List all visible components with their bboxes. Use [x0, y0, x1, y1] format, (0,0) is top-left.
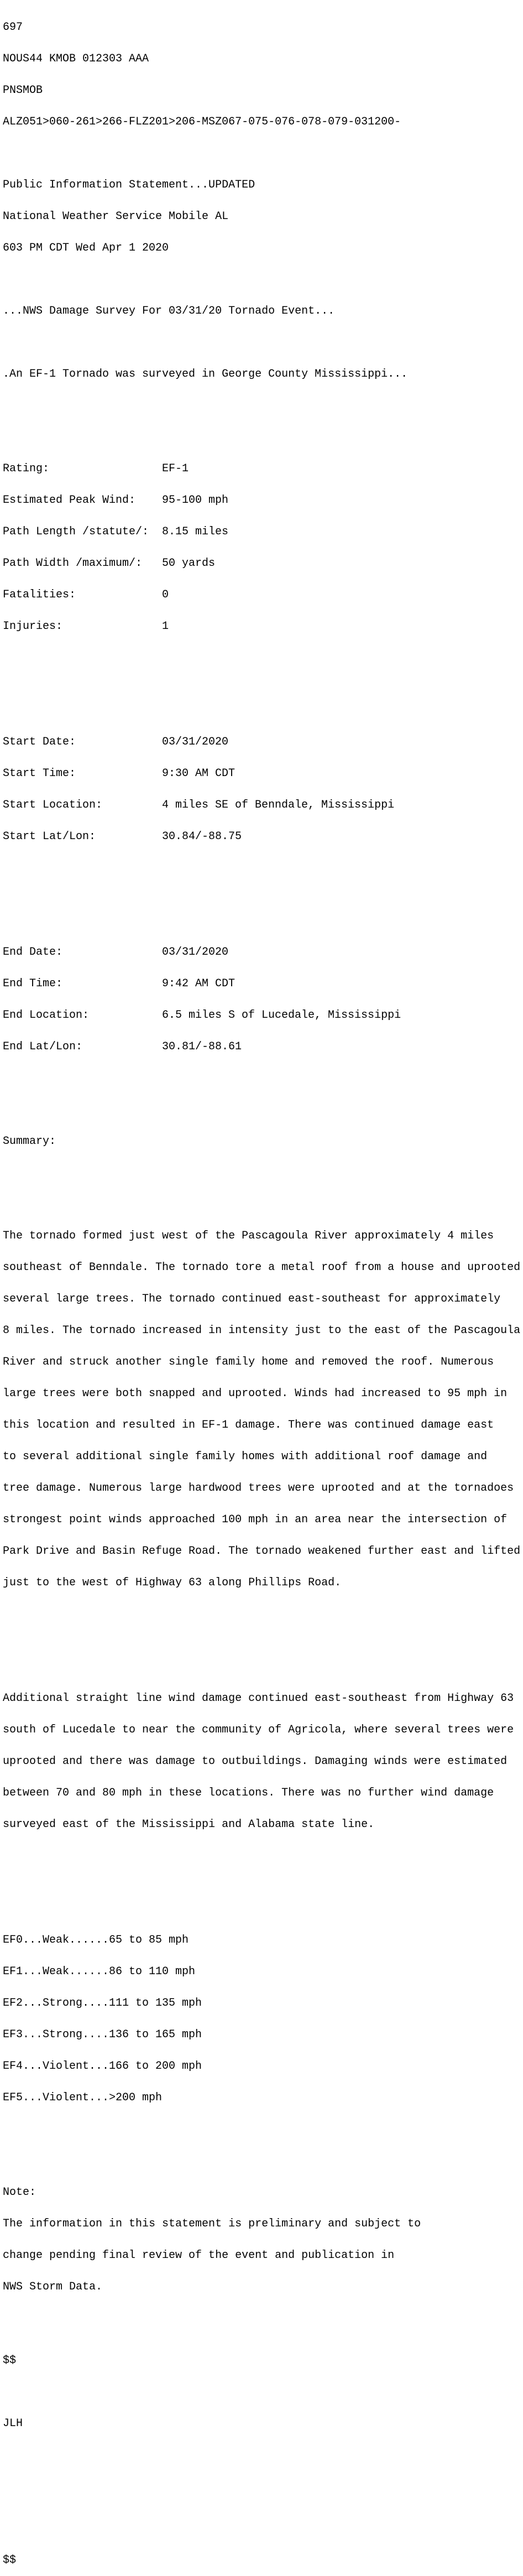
issuing-office: National Weather Service Mobile AL: [3, 210, 229, 223]
start-label: Start Time:: [3, 767, 76, 780]
stat-row: [3, 527, 520, 537]
summary-line: uprooted and there was damage to outbuildings. Damaging winds were estimated: [3, 1755, 508, 1768]
stat-label: Rating:: [3, 462, 50, 475]
summary-label: Summary:: [3, 1135, 56, 1148]
awips-id: PNSMOB: [3, 84, 43, 97]
start-row: [3, 831, 520, 842]
subheadline: .An EF-1 Tornado was surveyed in George County Mississippi...: [3, 368, 408, 381]
summary-line: surveyed east of the Mississippi and Alabama state line.: [3, 1818, 375, 1831]
start-row: [3, 800, 520, 810]
start-label: Start Location:: [3, 799, 103, 811]
stat-label: Injuries:: [3, 620, 63, 633]
stats-block: [3, 443, 520, 653]
stat-value: 0: [162, 589, 169, 601]
summary-line: between 70 and 80 mph in these locations. There was no further wind damage: [3, 1787, 494, 1799]
section-delimiter: $$: [3, 2354, 17, 2367]
ef-scale-table: [3, 1914, 520, 2124]
ef-scale-row: EF1...Weak......86 to 110 mph: [3, 1965, 196, 1978]
start-value: 03/31/2020: [162, 736, 229, 748]
start-row: [3, 768, 520, 779]
summary-line: southeast of Benndale. The tornado tore a metal roof from a house and uprooted: [3, 1261, 521, 1274]
summary-line: 8 miles. The tornado increased in intensity just to the east of the Pascagoula: [3, 1324, 521, 1337]
stat-value: 95-100 mph: [162, 494, 229, 507]
end-label: End Location:: [3, 1009, 90, 1022]
end-row: [3, 1042, 520, 1052]
nws-statement-document: [3, 1, 520, 2576]
stat-row: [3, 495, 520, 506]
end-value: 6.5 miles S of Lucedale, Mississippi: [162, 1009, 401, 1022]
summary-line: several large trees. The tornado continued east-southeast for approximately: [3, 1293, 501, 1305]
end-label: End Date:: [3, 946, 63, 959]
stat-label: Path Length /statute/:: [3, 525, 149, 538]
summary-line: River and struck another single family home and removed the roof. Numerous: [3, 1356, 494, 1368]
summary-line: south of Lucedale to near the community of Agricola, where several trees were: [3, 1724, 514, 1736]
sequence-number: 697: [3, 21, 23, 34]
summary-line: this location and resulted in EF-1 damage. There was continued damage east: [3, 1419, 494, 1432]
author-initials: JLH: [3, 2417, 23, 2430]
wmo-header: NOUS44 KMOB 012303 AAA: [3, 53, 149, 65]
end-row: [3, 1010, 520, 1021]
issue-time: 603 PM CDT Wed Apr 1 2020: [3, 242, 169, 254]
ef-scale-row: EF5...Violent...>200 mph: [3, 2091, 163, 2104]
end-value: 9:42 AM CDT: [162, 977, 236, 990]
stat-value: EF-1: [162, 462, 189, 475]
statement-title: Public Information Statement...UPDATED: [3, 179, 255, 191]
end-value: 30.81/-88.61: [162, 1040, 242, 1053]
summary-line: large trees were both snapped and uprooted. Winds had increased to 95 mph in: [3, 1387, 508, 1400]
stat-row: [3, 558, 520, 569]
zone-codes: ALZ051>060-261>266-FLZ201>206-MSZ067-075-076-078-079-031200-: [3, 116, 401, 128]
end-block: [3, 926, 520, 1073]
start-block: [3, 716, 520, 863]
ef-scale-row: EF2...Strong....111 to 135 mph: [3, 1997, 202, 2010]
headline: ...NWS Damage Survey For 03/31/20 Tornado Event...: [3, 305, 335, 318]
summary-line: strongest point winds approached 100 mph in an area near the intersection of: [3, 1513, 508, 1526]
end-label: End Time:: [3, 977, 63, 990]
note-line: change pending final review of the event and publication in: [3, 2249, 395, 2262]
stat-row: [3, 621, 520, 632]
note-label: Note:: [3, 2186, 36, 2199]
end-row: [3, 979, 520, 989]
start-value: 4 miles SE of Benndale, Mississippi: [162, 799, 395, 811]
stat-label: Fatalities:: [3, 589, 76, 601]
summary-line: to several additional single family homes with additional roof damage and: [3, 1450, 488, 1463]
stat-label: Path Width /maximum/:: [3, 557, 143, 570]
ef-scale-row: EF0...Weak......65 to 85 mph: [3, 1934, 189, 1947]
stat-label: Estimated Peak Wind:: [3, 494, 136, 507]
summary-paragraph-1: [3, 1210, 520, 1609]
stat-row: [3, 464, 520, 474]
start-label: Start Date:: [3, 736, 76, 748]
summary-paragraph-2: [3, 1672, 520, 1851]
stat-value: 1: [162, 620, 169, 633]
stat-value: 50 yards: [162, 557, 216, 570]
start-value: 30.84/-88.75: [162, 830, 242, 843]
note-line: The information in this statement is preliminary and subject to: [3, 2218, 421, 2230]
summary-line: just to the west of Highway 63 along Phillips Road.: [3, 1576, 342, 1589]
summary-line: Park Drive and Basin Refuge Road. The tornado weakened further east and lifted: [3, 1545, 521, 1558]
start-row: [3, 737, 520, 747]
ef-scale-row: EF3...Strong....136 to 165 mph: [3, 2028, 202, 2041]
start-label: Start Lat/Lon:: [3, 830, 96, 843]
end-label: End Lat/Lon:: [3, 1040, 83, 1053]
stat-value: 8.15 miles: [162, 525, 229, 538]
end-row: [3, 947, 520, 957]
note-line: NWS Storm Data.: [3, 2281, 103, 2293]
ef-scale-row: EF4...Violent...166 to 200 mph: [3, 2060, 202, 2073]
stat-row: [3, 590, 520, 600]
summary-line: Additional straight line wind damage continued east-southeast from Highway 63: [3, 1692, 514, 1705]
summary-line: tree damage. Numerous large hardwood trees were uprooted and at the tornadoes: [3, 1482, 514, 1495]
end-value: 03/31/2020: [162, 946, 229, 959]
summary-line: The tornado formed just west of the Pascagoula River approximately 4 miles: [3, 1230, 494, 1242]
end-delimiter: $$: [3, 2554, 17, 2567]
start-value: 9:30 AM CDT: [162, 767, 236, 780]
